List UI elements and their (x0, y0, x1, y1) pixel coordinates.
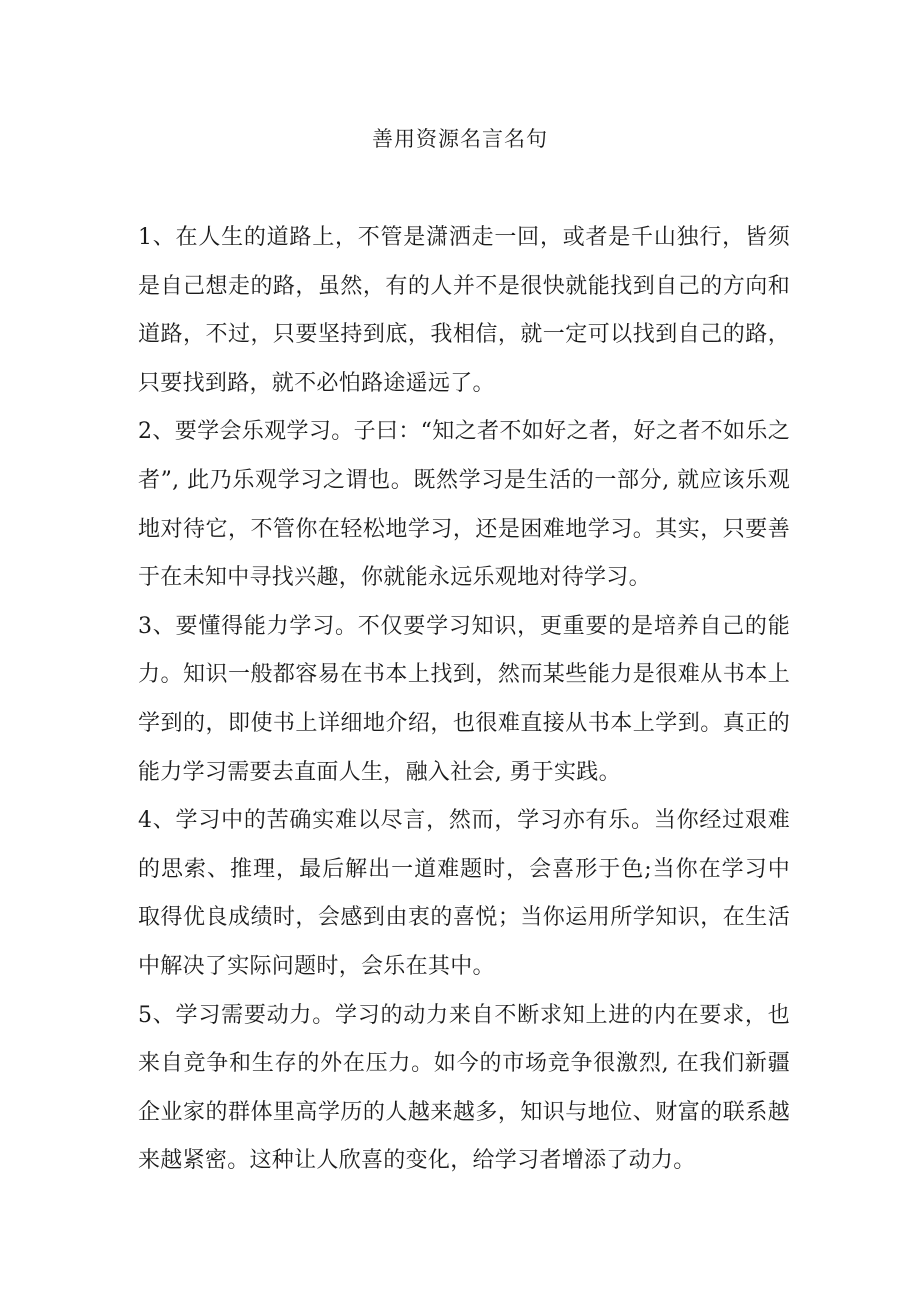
paragraph-5: 5、学习需要动力。学习的动力来自不断求知上进的内在要求，也来自竞争和生存的外在压力。如今的市场竞争很激烈, 在我们新疆企业家的群体里高学历的人越来越多，知识与地位、财富的联系越来越紧密。这种让人欣喜的变化，给学习者增添了动力。 (138, 1002, 790, 1174)
paragraph-1: 1、在人生的道路上，不管是潇洒走一回，或者是千山独行，皆须是自己想走的路，虽然，有的人并不是很快就能找到自己的方向和道路，不过，只要坚持到底，我相信，就一定可以找到自己的路，只要找到路，就不必怕路途遥远了。 (138, 225, 790, 396)
paragraph-4: 4、学习中的苦确实难以尽言，然而，学习亦有乐。当你经过艰难的思索、推理，最后解出一道难题时，会喜形于色;当你在学习中取得优良成绩时，会感到由衷的喜悦；当你运用所学知识，在生活中解决了实际问题时，会乐在其中。 (138, 808, 790, 979)
paragraph-2: 2、要学会乐观学习。子曰：“知之者不如好之者，好之者不如乐之者”, 此乃乐观学习之谓也。既然学习是生活的一部分, 就应该乐观地对待它，不管你在轻松地学习，还是困难地学习。其实，只要善于在未知中寻找兴趣，你就能永远乐观地对待学习。 (138, 419, 790, 591)
document-body (138, 214, 790, 1186)
paragraph-3: 3、要懂得能力学习。不仅要学习知识，更重要的是培养自己的能力。知识一般都容易在书本上找到，然而某些能力是很难从书本上学到的，即使书上详细地介绍，也很难直接从书本上学到。真正的能力学习需要去直面人生，融入社会, 勇于实践。 (138, 613, 790, 785)
document-title: 善用资源名言名句 (372, 127, 548, 151)
